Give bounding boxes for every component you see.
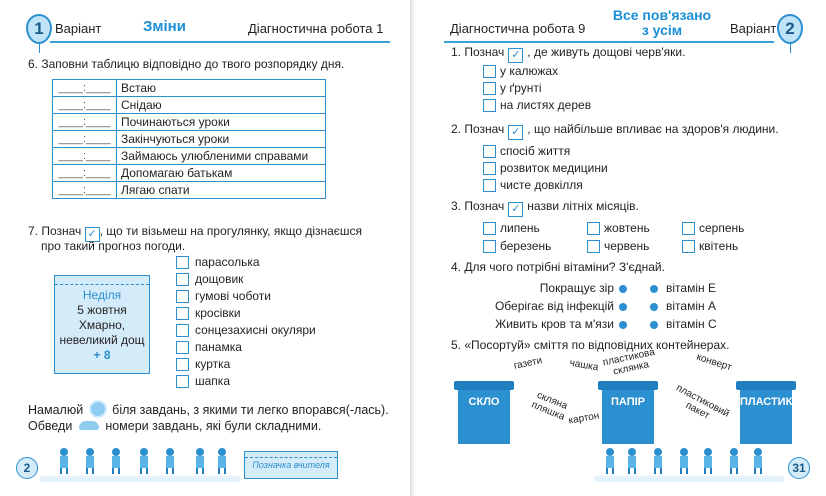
option-label: розвиток медицини: [500, 161, 608, 175]
month-label: липень: [500, 221, 540, 235]
weather-date: 5 жовтня: [77, 303, 127, 317]
checkmark-icon: ✓: [508, 202, 523, 217]
child-head: [86, 448, 94, 456]
child-body: [654, 456, 662, 468]
child-figure-icon: [754, 448, 762, 474]
task3-question-end: назви літніх місяців.: [527, 199, 639, 213]
task2-question-end: , що найбільше впливає на здоров'я людини.: [527, 122, 779, 136]
task7-question-line2: про такий прогноз погоди.: [41, 239, 186, 253]
bin-label: ПЛАСТИК: [740, 396, 793, 408]
child-legs: [606, 468, 614, 474]
task1-question-start: 1. Познач: [451, 45, 505, 59]
ground-strip: [594, 476, 784, 482]
month-checkbox[interactable]: [682, 240, 695, 253]
option-label: кросівки: [195, 306, 241, 320]
recycling-bin[interactable]: [458, 388, 510, 444]
cloud-icon: [79, 421, 99, 430]
task3-question: [451, 199, 639, 217]
option-checkbox[interactable]: [176, 324, 189, 337]
match-dot-right[interactable]: [650, 303, 658, 311]
option-checkbox[interactable]: [176, 341, 189, 354]
trash-item[interactable]: чашка: [568, 357, 600, 374]
month-label: березень: [500, 239, 552, 253]
option-label: шапка: [195, 374, 230, 388]
trash-item[interactable]: конверт: [695, 351, 733, 374]
trash-item[interactable]: газети: [512, 355, 544, 372]
child-legs: [654, 468, 662, 474]
child-body: [606, 456, 614, 468]
schedule-row: [53, 165, 326, 182]
child-body: [680, 456, 688, 468]
schedule-row: [53, 80, 326, 97]
trash-item[interactable]: картон: [567, 410, 601, 427]
option-label: куртка: [195, 357, 231, 371]
child-figure-icon: [628, 448, 636, 474]
child-legs: [166, 468, 174, 474]
vitamin-label: вітамін С: [666, 317, 717, 331]
task2-question: [451, 122, 779, 140]
child-head: [606, 448, 614, 456]
child-legs: [680, 468, 688, 474]
child-figure-icon: [704, 448, 712, 474]
option-label: гумові чоботи: [195, 289, 271, 303]
page-title: Зміни: [143, 18, 186, 35]
page-title-line1: Все пов'язано: [612, 7, 712, 23]
trash-item[interactable]: пластиковий пакет: [674, 382, 731, 422]
function-label: Покращує зір: [539, 281, 614, 295]
time-blank[interactable]: ____:____: [53, 114, 117, 131]
option-label: парасолька: [195, 255, 260, 269]
header-line: [444, 41, 774, 43]
option-checkbox[interactable]: [483, 65, 496, 78]
child-body: [196, 456, 204, 468]
footer-line1: Намалюй біля завдань, з якими ти легко впорався(-лась).: [28, 403, 389, 417]
child-body: [628, 456, 636, 468]
variant-label: Варіант: [730, 21, 777, 36]
child-head: [166, 448, 174, 456]
bin-label: ПАПІР: [610, 396, 645, 408]
weather-day: Неділя: [82, 288, 122, 302]
activity-cell: Починаються уроки: [117, 114, 326, 131]
bin-lid: [454, 381, 514, 390]
vitamin-label: вітамін Е: [666, 281, 716, 295]
option-checkbox[interactable]: [483, 99, 496, 112]
ground-strip: [40, 476, 240, 482]
child-head: [680, 448, 688, 456]
time-blank[interactable]: ____:____: [53, 80, 117, 97]
option-checkbox[interactable]: [483, 179, 496, 192]
child-figure-icon: [86, 448, 94, 474]
child-body: [140, 456, 148, 468]
weather-desc1: Хмарно,: [78, 318, 126, 332]
child-figure-icon: [730, 448, 738, 474]
activity-cell: Лягаю спати: [117, 182, 326, 199]
option-label: у калюжах: [500, 64, 559, 78]
child-legs: [196, 468, 204, 474]
option-checkbox[interactable]: [483, 162, 496, 175]
schedule-row: [53, 97, 326, 114]
option-label: у ґрунті: [500, 81, 542, 95]
child-head: [112, 448, 120, 456]
trash-item[interactable]: скляна пляшка: [529, 389, 569, 423]
child-legs: [112, 468, 120, 474]
schedule-row: [53, 114, 326, 131]
child-body: [218, 456, 226, 468]
left-page: [0, 0, 412, 496]
child-head: [730, 448, 738, 456]
variant-balloon-icon: 2: [777, 14, 803, 44]
task1-question: [451, 45, 685, 63]
child-legs: [730, 468, 738, 474]
child-body: [112, 456, 120, 468]
variant-balloon-icon: 1: [26, 14, 52, 44]
activity-cell: Закінчуються уроки: [117, 131, 326, 148]
child-body: [704, 456, 712, 468]
match-dot-right[interactable]: [650, 285, 658, 293]
balloon-string: [790, 43, 791, 53]
weather-temp: + 8: [93, 348, 111, 362]
task4-question: 4. Для чого потрібні вітаміни? З'єднай.: [451, 260, 665, 274]
task1-question-end: , де живуть дощові черв'яки.: [527, 45, 686, 59]
right-page: [414, 0, 826, 496]
month-checkbox[interactable]: [483, 240, 496, 253]
bin-lid: [736, 381, 796, 390]
child-legs: [628, 468, 636, 474]
card-rings: [55, 276, 149, 285]
activity-cell: Снідаю: [117, 97, 326, 114]
work-subtitle: Діагностична робота 1: [248, 21, 384, 36]
trash-item[interactable]: пластикова склянка: [601, 346, 656, 378]
option-checkbox[interactable]: [176, 358, 189, 371]
child-figure-icon: [654, 448, 662, 474]
month-checkbox[interactable]: [587, 240, 600, 253]
page-number: 2: [16, 457, 38, 479]
child-head: [754, 448, 762, 456]
option-label: сонцезахисні окуляри: [195, 323, 316, 337]
weather-card: [54, 275, 150, 374]
task5-question: 5. «Посортуй» сміття по відповідних контейнерах.: [451, 338, 730, 352]
child-figure-icon: [606, 448, 614, 474]
month-checkbox[interactable]: [587, 222, 600, 235]
month-checkbox[interactable]: [483, 222, 496, 235]
vitamin-label: вітамін А: [666, 299, 716, 313]
option-label: дощовик: [195, 272, 244, 286]
child-figure-icon: [196, 448, 204, 474]
child-legs: [86, 468, 94, 474]
option-checkbox[interactable]: [176, 375, 189, 388]
child-head: [628, 448, 636, 456]
option-checkbox[interactable]: [176, 307, 189, 320]
variant-label: Варіант: [55, 21, 102, 36]
balloon-string: [39, 43, 40, 53]
child-body: [60, 456, 68, 468]
recycling-bin[interactable]: [740, 388, 792, 444]
option-checkbox[interactable]: [483, 145, 496, 158]
activity-cell: Допомагаю батькам: [117, 165, 326, 182]
child-body: [86, 456, 94, 468]
task6-question: 6. Заповни таблицю відповідно до твого розпорядку дня.: [28, 57, 345, 71]
child-head: [218, 448, 226, 456]
child-figure-icon: [140, 448, 148, 474]
function-label: Живить кров та м'язи: [495, 317, 614, 331]
activity-cell: Займаюсь улюбленими справами: [117, 148, 326, 165]
bin-label: СКЛО: [468, 396, 500, 408]
card-rings: [245, 452, 337, 458]
child-legs: [140, 468, 148, 474]
schedule-row: [53, 148, 326, 165]
child-figure-icon: [60, 448, 68, 474]
child-body: [166, 456, 174, 468]
time-blank[interactable]: ____:____: [53, 165, 117, 182]
task7-question-line1: 7. Познач ✓ , що ти візьмеш на прогулянку, якщо дізнаєшся: [28, 224, 363, 240]
option-label: панамка: [195, 340, 242, 354]
child-figure-icon: [680, 448, 688, 474]
schedule-table: [52, 79, 326, 199]
month-checkbox[interactable]: [682, 222, 695, 235]
schedule-row: [53, 131, 326, 148]
page-number: 31: [788, 457, 810, 479]
function-label: Оберігає від інфекцій: [494, 299, 614, 313]
match-dot-left[interactable]: [619, 285, 627, 293]
option-label: спосіб життя: [500, 144, 571, 158]
child-legs: [60, 468, 68, 474]
match-dot-left[interactable]: [619, 303, 627, 311]
teacher-note-label: Позначка вчителя: [252, 460, 330, 470]
child-head: [60, 448, 68, 456]
child-head: [654, 448, 662, 456]
checkmark-icon: ✓: [508, 125, 523, 140]
child-body: [730, 456, 738, 468]
option-checkbox[interactable]: [483, 82, 496, 95]
option-label: чисте довкілля: [500, 178, 583, 192]
child-legs: [754, 468, 762, 474]
child-head: [704, 448, 712, 456]
child-figure-icon: [112, 448, 120, 474]
time-blank[interactable]: ____:____: [53, 148, 117, 165]
month-label: квітень: [699, 239, 739, 253]
month-label: червень: [604, 239, 650, 253]
weather-desc2: невеликий дощ: [59, 333, 145, 347]
month-label: серпень: [699, 221, 745, 235]
match-dot-left[interactable]: [619, 321, 627, 329]
time-blank[interactable]: ____:____: [53, 182, 117, 199]
time-blank[interactable]: ____:____: [53, 97, 117, 114]
child-body: [754, 456, 762, 468]
checkmark-icon: ✓: [508, 48, 523, 63]
schedule-row: [53, 182, 326, 199]
child-legs: [218, 468, 226, 474]
bin-lid: [598, 381, 658, 390]
match-dot-right[interactable]: [650, 321, 658, 329]
child-head: [140, 448, 148, 456]
page-title-line2: з усім: [641, 22, 683, 38]
task2-question-start: 2. Познач: [451, 122, 505, 136]
sun-icon: [91, 402, 105, 416]
option-checkbox[interactable]: [176, 256, 189, 269]
child-figure-icon: [218, 448, 226, 474]
footer-line2: Обведи номери завдань, які були складними.: [28, 419, 322, 433]
activity-cell: Встаю: [117, 80, 326, 97]
checkmark-icon: ✓: [85, 227, 100, 242]
option-checkbox[interactable]: [176, 273, 189, 286]
time-blank[interactable]: ____:____: [53, 131, 117, 148]
header-line: [50, 41, 390, 43]
option-label: на листях дерев: [500, 98, 592, 112]
work-subtitle: Діагностична робота 9: [450, 21, 586, 36]
task3-question-start: 3. Познач: [451, 199, 505, 213]
child-legs: [704, 468, 712, 474]
month-label: жовтень: [604, 221, 650, 235]
child-figure-icon: [166, 448, 174, 474]
option-checkbox[interactable]: [176, 290, 189, 303]
teacher-note-card: [244, 451, 338, 479]
child-head: [196, 448, 204, 456]
